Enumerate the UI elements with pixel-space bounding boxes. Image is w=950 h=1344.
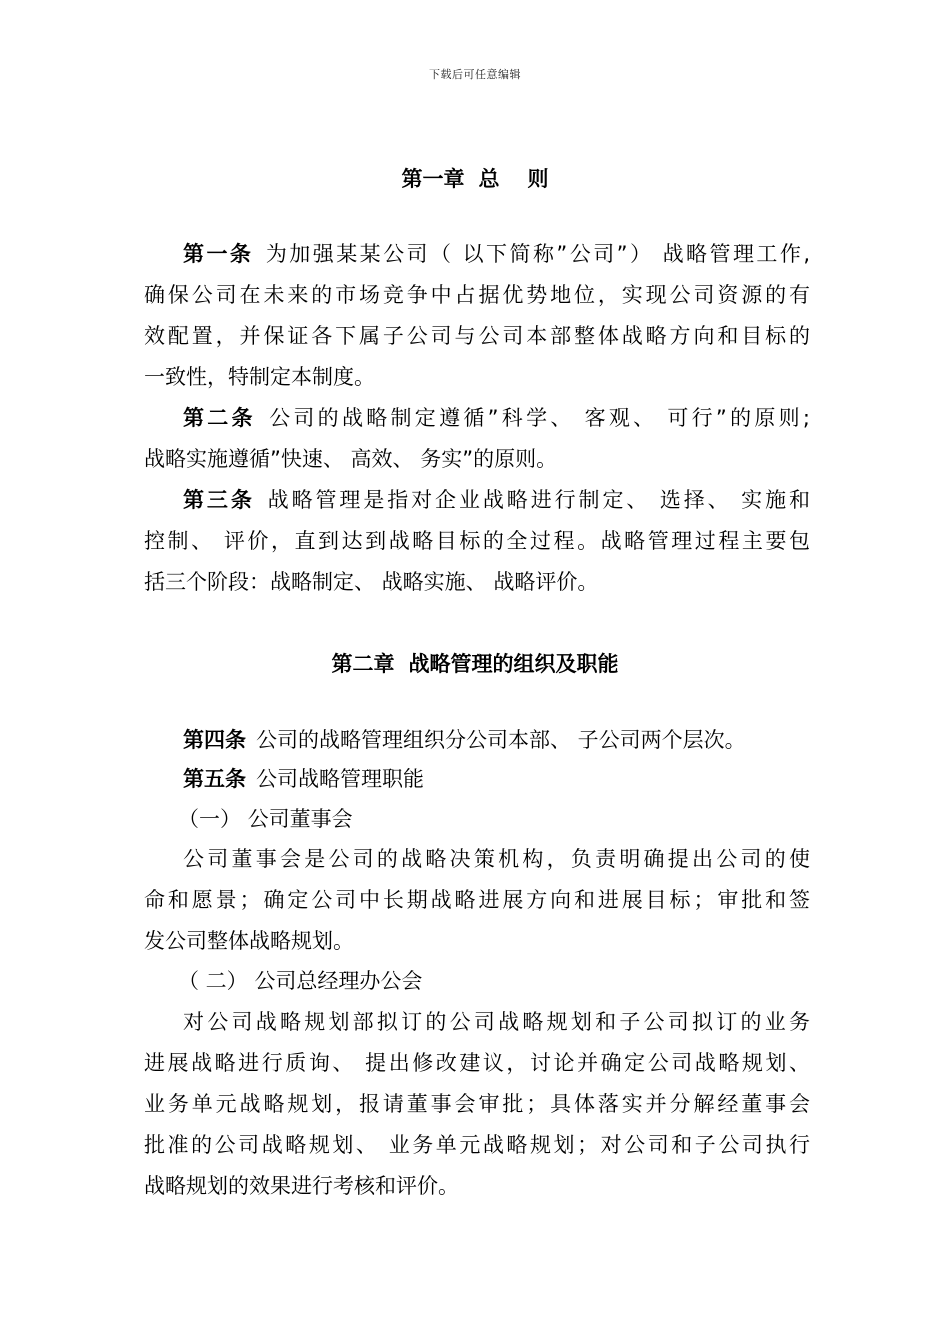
article-2-line-1: [183, 404, 810, 432]
article-3-line-1: [183, 486, 810, 514]
section-1-line-2: 命和愿景；确定公司中长期战略进展方向和进展目标；审批和签: [144, 888, 810, 912]
article-1-label: 第一条: [183, 242, 254, 266]
chapter-2-rest: 战略管理的组织及职能: [408, 652, 619, 676]
article-5-label: 第五条: [183, 767, 246, 791]
article-2-text-1: 公司的战略制定遵循”科学、 客观、 可行”的原则;: [265, 406, 811, 430]
article-2-line-2: 战略实施遵循”快速、 高效、 务实”的原则。: [144, 447, 558, 471]
article-1-line-3: 效配置，并保证各下属子公司与公司本部整体战略方向和目标的: [144, 324, 810, 348]
article-4-text-1: 公司的战略管理组织分公司本部、 子公司两个层次。: [256, 728, 746, 752]
section-1-line-1: 公司董事会是公司的战略决策机构，负责明确提出公司的使: [183, 847, 810, 871]
article-5-line-1: [183, 765, 810, 793]
article-3-text-1: 战略管理是指对企业战略进行制定、 选择、 实施和: [264, 488, 811, 512]
header-note: 下载后可任意编辑: [429, 68, 521, 81]
section-2-line-1: 对公司战略规划部拟订的公司战略规划和子公司拟订的业务: [183, 1010, 810, 1034]
article-1-line-1: [183, 240, 810, 268]
article-3-line-2: 控制、 评价，直到达到战略目标的全过程。战略管理过程主要包: [144, 529, 810, 553]
chapter-1-title: [0, 163, 950, 193]
chapter-2-title: [0, 648, 950, 678]
section-2-title: （ 二） 公司总经理办公会: [178, 969, 423, 993]
chapter-1-word-1: 总: [478, 167, 500, 191]
section-2-line-2: 进展战略进行质询、 提出修改建议，讨论并确定公司战略规划、: [144, 1051, 810, 1075]
article-3-label: 第三条: [183, 488, 255, 512]
chapter-1-word-2: 则: [527, 167, 549, 191]
section-1-title: （一） 公司董事会: [178, 807, 353, 831]
article-1-line-4: 一致性，特制定本制度。: [144, 365, 375, 389]
section-1-line-3: 发公司整体战略规划。: [144, 929, 354, 953]
article-4-line-1: [183, 726, 810, 754]
article-1-text-1: 为加强某某公司（ 以下简称”公司”） 战略管理工作,: [263, 242, 810, 266]
article-2-label: 第二条: [183, 406, 256, 430]
article-4-label: 第四条: [183, 728, 246, 752]
section-2-line-3: 业务单元战略规划，报请董事会审批；具体落实并分解经董事会: [144, 1092, 810, 1116]
section-2-line-4: 批准的公司战略规划、 业务单元战略规划；对公司和子公司执行: [144, 1133, 810, 1157]
article-5-text-1: 公司战略管理职能: [256, 767, 424, 791]
chapter-1-label: 第一章: [401, 167, 465, 191]
article-3-line-3: 括三个阶段：战略制定、 战略实施、 战略评价。: [144, 570, 599, 594]
section-2-line-5: 战略规划的效果进行考核和评价。: [144, 1174, 459, 1198]
article-1-line-2: 确保公司在未来的市场竞争中占据优势地位，实现公司资源的有: [144, 283, 810, 307]
chapter-2-label: 第二章: [331, 652, 395, 676]
